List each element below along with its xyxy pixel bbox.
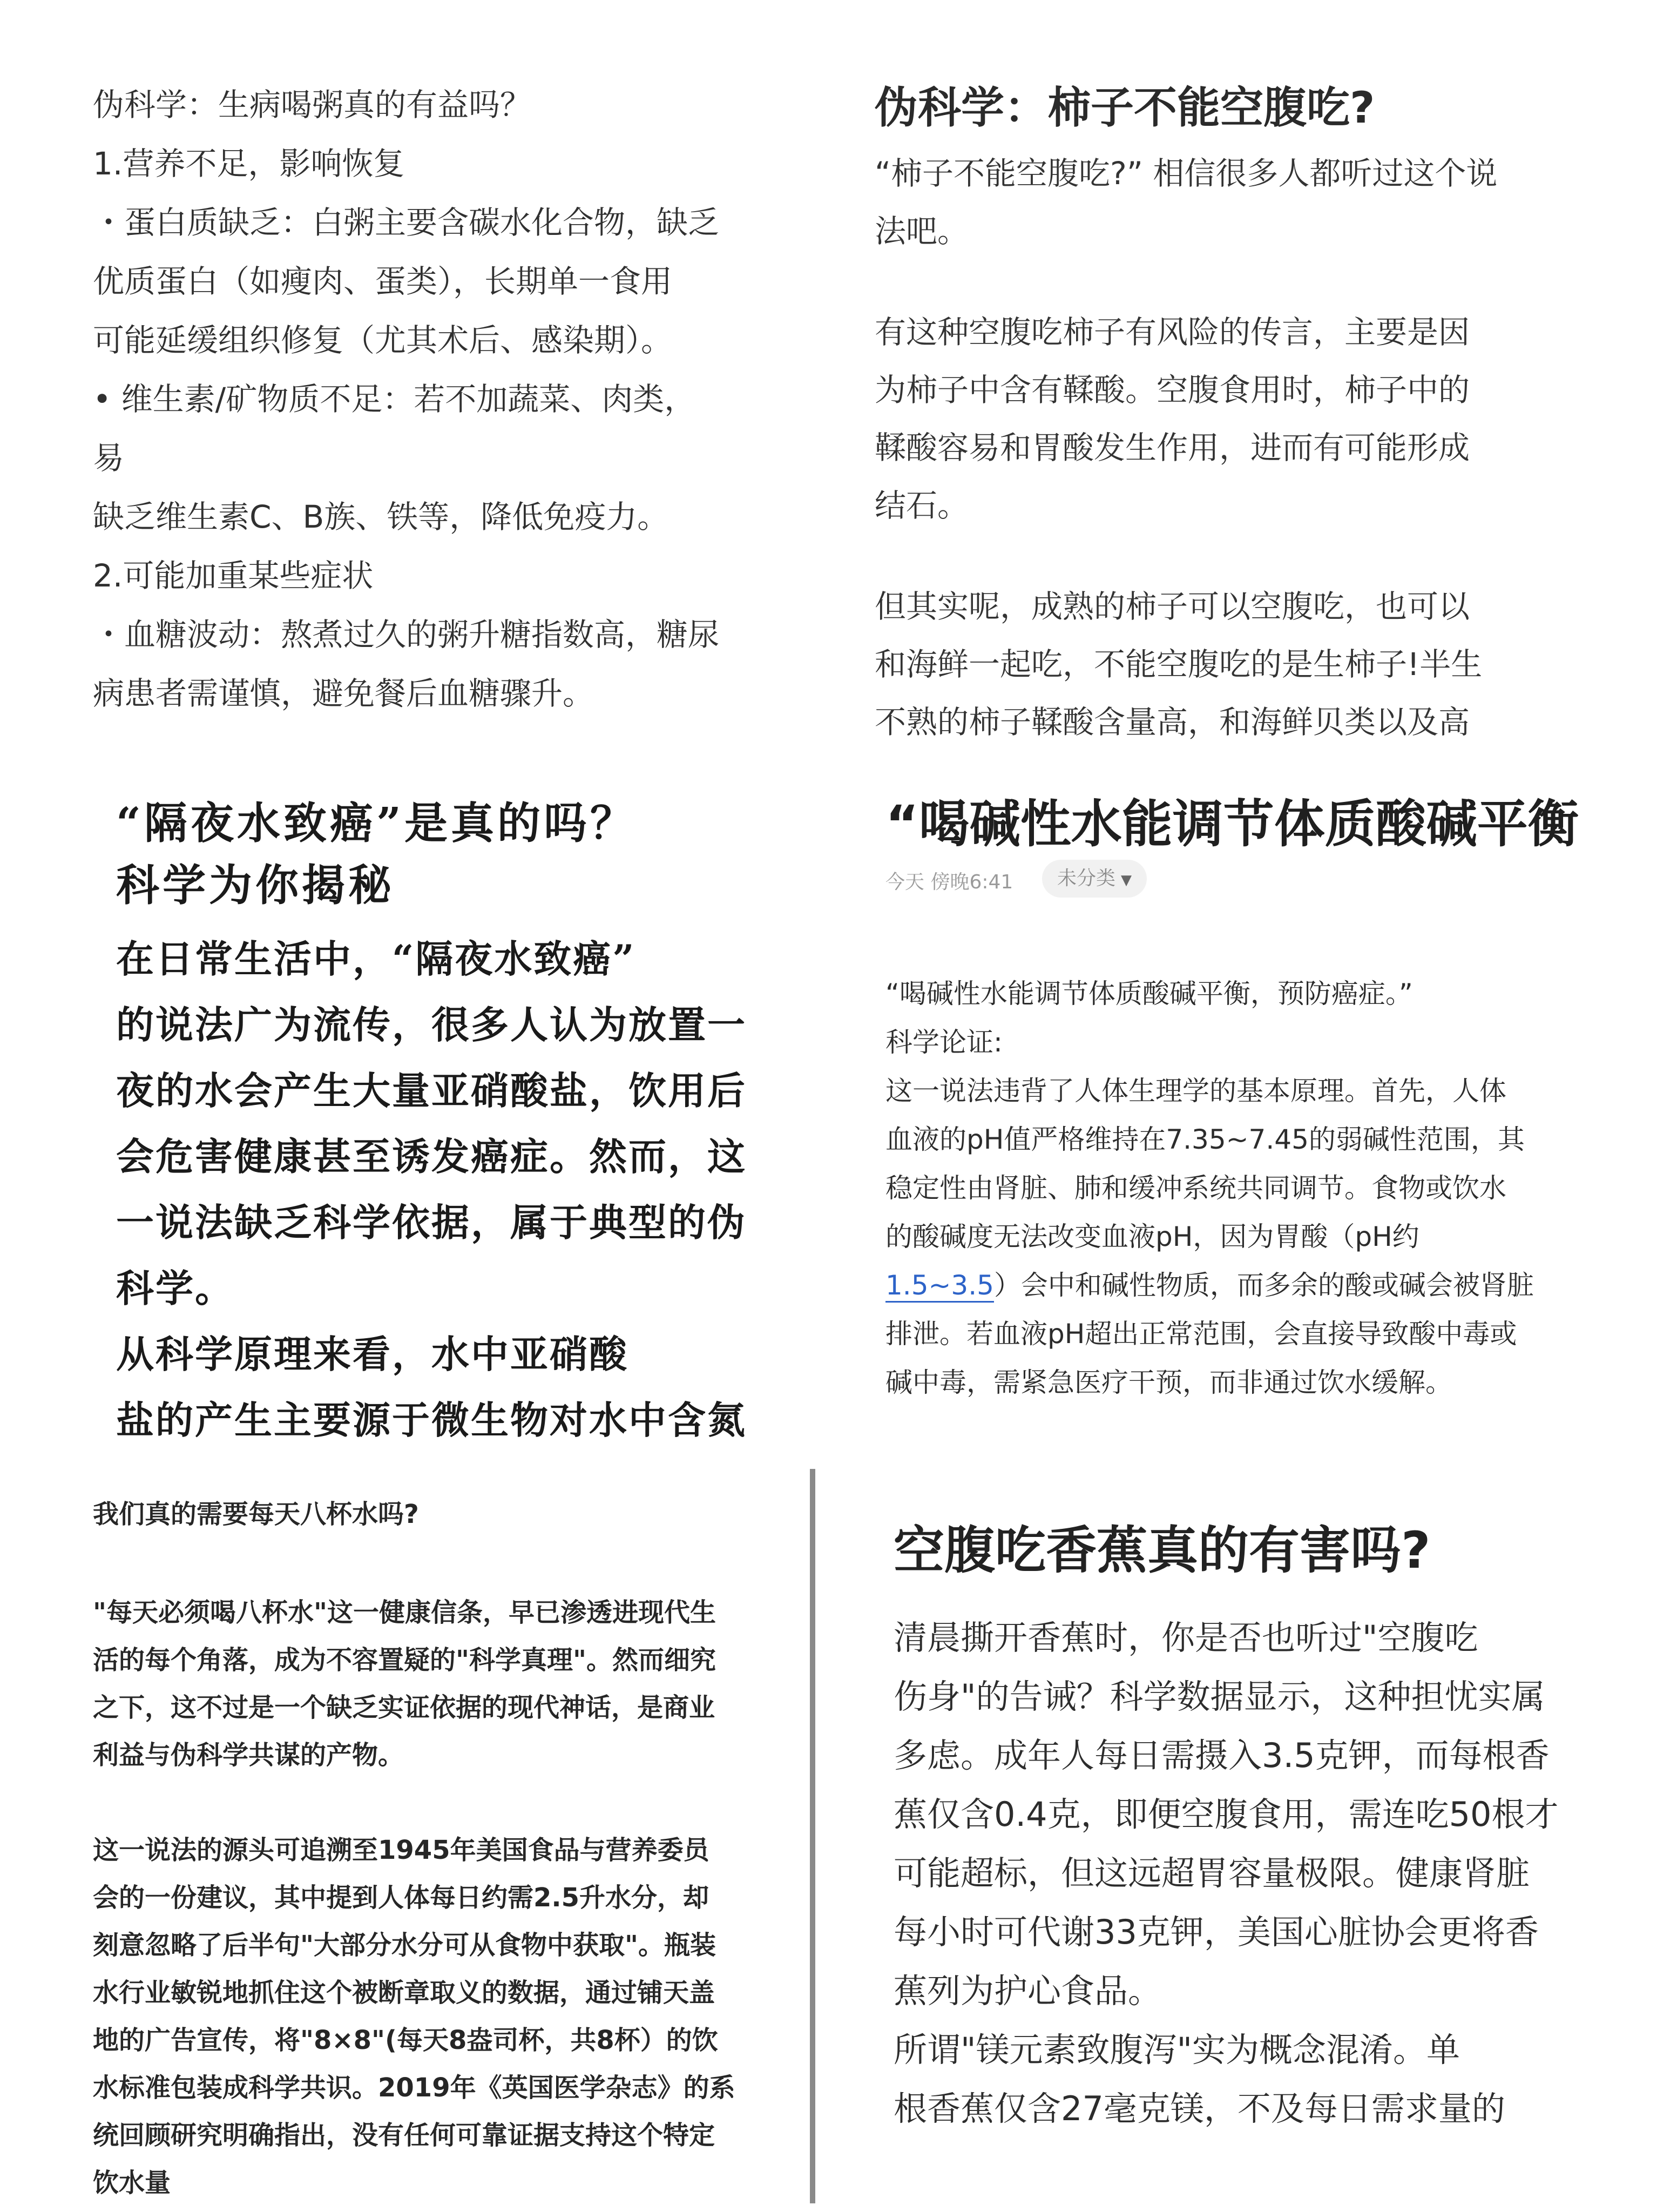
overnight-water-line: 夜的水会产生大量亚硝酸盐，饮用后 [116,1068,747,1113]
eight-glasses-title: 我们真的需要每天八杯水吗? [93,1499,419,1529]
banana-line: 所谓"镁元素致腹泻"实为概念混淆。单 [894,2030,1460,2069]
eight-glasses-line: 之下，这不过是一个缺乏实证依据的现代神话，是商业 [93,1692,715,1723]
banana-line: 根香蕉仅含27毫克镁，不及每日需求量的 [894,2089,1505,2128]
alkaline-water-line: 排泄。若血液pH超出正常范围，会直接导致酸中毒或 [885,1318,1517,1350]
overnight-water-line: 会危害健康甚至诱发癌症。然而，这 [116,1134,747,1179]
persimmon-line: 结石。 [875,487,969,524]
persimmon-line: 为柿子中含有鞣酸。空腹食用时，柿子中的 [875,372,1470,408]
persimmon-line: 有这种空腹吃柿子有风险的传言，主要是因 [875,314,1470,350]
persimmon-line: 法吧。 [875,213,969,249]
overnight-water-line: 在日常生活中，“隔夜水致癌” [116,936,636,981]
overnight-water-line: 一说法缺乏科学依据，属于典型的伪 [116,1200,747,1245]
eight-glasses-line: 利益与伪科学共谋的产物。 [93,1740,404,1770]
persimmon-line: 和海鲜一起吃，不能空腹吃的是生柿子!半生 [875,646,1483,683]
alkaline-water-line: “喝碱性水能调节体质酸碱平衡，预防癌症。” [885,978,1413,1009]
porridge-line: ・血糖波动：熬煮过久的粥升糖指数高，糖尿 [93,616,720,653]
eight-glasses-line: 会的一份建议，其中提到人体每日约需2.5升水分，却 [93,1883,709,1913]
text-cutoff-fade [49,721,815,740]
porridge-line: 优质蛋白（如瘦肉、蛋类），长期单一食用 [93,263,673,300]
eight-glasses-line: 水标准包装成科学共识。2019年《英国医学杂志》的系 [93,2073,735,2103]
chevron-down-icon: ▼ [1121,872,1132,888]
banana-line: 可能超标，但这远超胃容量极限。健康肾脏 [894,1853,1530,1893]
category-label: 未分类 [1057,867,1116,889]
alkaline-water-line: 碱中毒，需紧急医疗干预，而非通过饮水缓解。 [885,1367,1452,1398]
alkaline-water-line: 血液的pH值严格维持在7.35~7.45的弱碱性范围，其 [885,1124,1525,1155]
porridge-line: 易 [93,440,125,476]
alkaline-water-line: 这一说法违背了人体生理学的基本原理。首先，人体 [885,1075,1506,1107]
article-panel-eight-glasses [0,1464,810,2212]
overnight-water-line: 的说法广为流传，很多人认为放置一 [116,1002,747,1047]
ph-range-link[interactable]: 1.5~3.5 [885,1270,994,1303]
eight-glasses-line: 统回顾研究明确指出，没有任何可靠证据支持这个特定 [93,2120,715,2150]
banana-line: 清晨撕开香蕉时，你是否也听过"空腹吃 [894,1618,1478,1657]
note-timestamp: 今天 傍晚6:41 [885,871,1013,893]
category-dropdown[interactable] [1042,860,1147,898]
eight-glasses-line: "每天必须喝八杯水"这一健康信条，早已渗透进现代生 [93,1597,716,1628]
article-panel-banana [864,1464,1677,2212]
eight-glasses-line: 活的每个角落，成为不容置疑的"科学真理"。然而细究 [93,1645,716,1675]
persimmon-line: 不熟的柿子鞣酸含量高，和海鲜贝类以及高 [875,704,1470,740]
banana-title: 空腹吃香蕉真的有害吗? [894,1521,1431,1580]
article-panel-alkaline-water [864,740,1677,1464]
porridge-line: 1.营养不足，影响恢复 [93,145,405,182]
porridge-heading: 伪科学：生病喝粥真的有益吗？ [93,86,532,123]
banana-line: 多虑。成年人每日需摄入3.5克钾，而每根香 [894,1736,1550,1775]
persimmon-line: “柿子不能空腹吃?” 相信很多人都听过这个说 [875,155,1498,192]
eight-glasses-line: 地的广告宣传，将"8×8"(每天8盎司杯，共8杯）的饮 [93,2025,718,2055]
banana-line: 每小时可代谢33克钾，美国心脏协会更将香 [894,1912,1539,1952]
persimmon-title: 伪科学：柿子不能空腹吃? [875,83,1375,133]
porridge-line: 缺乏维生素C、B族、铁等，降低免疫力。 [93,498,669,535]
porridge-line: ・蛋白质缺乏：白粥主要含碳水化合物，缺乏 [93,204,720,241]
overnight-water-line: 盐的产生主要源于微生物对水中含氮 [116,1398,747,1442]
alkaline-water-line: 稳定性由肾脏、肺和缓冲系统共同调节。食物或饮水 [885,1172,1506,1204]
alkaline-water-title: “喝碱性水能调节体质酸碱平衡 [885,795,1579,854]
alkaline-water-line [885,1261,1534,1310]
eight-glasses-line: 刻意忽略了后半句"大部分水分可从食物中获取"。瓶装 [93,1930,716,1960]
porridge-line: 可能延缓组织修复（尤其术后、感染期）。 [93,322,673,359]
panel-divider-bottom-center [810,1469,815,2203]
banana-line: 伤身"的告诫？科学数据显示，这种担忧实属 [894,1677,1545,1716]
eight-glasses-line: 这一说法的源头可追溯至1945年美国食品与营养委员 [93,1835,709,1865]
article-panel-persimmon [875,0,1677,740]
eight-glasses-line: 水行业敏锐地抓住这个被断章取义的数据，通过铺天盖 [93,1978,715,2008]
overnight-water-subtitle: 科学为你揭秘 [116,860,395,911]
overnight-water-line: 从科学原理来看，水中亚硝酸 [116,1332,628,1377]
article-panel-porridge [49,43,815,740]
alkaline-water-line: 科学论证: [885,1027,1003,1058]
eight-glasses-line: 饮水量 [93,2168,171,2198]
banana-line: 蕉列为护心食品。 [894,1971,1162,2011]
persimmon-line: 但其实呢，成熟的柿子可以空腹吃，也可以 [875,588,1470,625]
overnight-water-title: “隔夜水致癌”是真的吗？ [116,798,637,848]
porridge-line: 病患者需谨慎，避免餐后血糖骤升。 [93,675,594,712]
porridge-line: • 维生素/矿物质不足：若不加蔬菜、肉类， [93,381,696,417]
porridge-line: 2.可能加重某些症状 [93,557,374,594]
overnight-water-line: 科学。 [116,1266,234,1311]
persimmon-line: 鞣酸容易和胃酸发生作用，进而有可能形成 [875,429,1470,466]
article-panel-overnight-water [0,740,810,1464]
alkaline-water-line: 的酸碱度无法改变血液pH，因为胃酸（pH约 [885,1221,1419,1252]
alkaline-water-line-rest: ）会中和碱性物质，而多余的酸或碱会被肾脏 [993,1270,1534,1301]
banana-line: 蕉仅含0.4克，即便空腹食用，需连吃50根才 [894,1795,1559,1834]
